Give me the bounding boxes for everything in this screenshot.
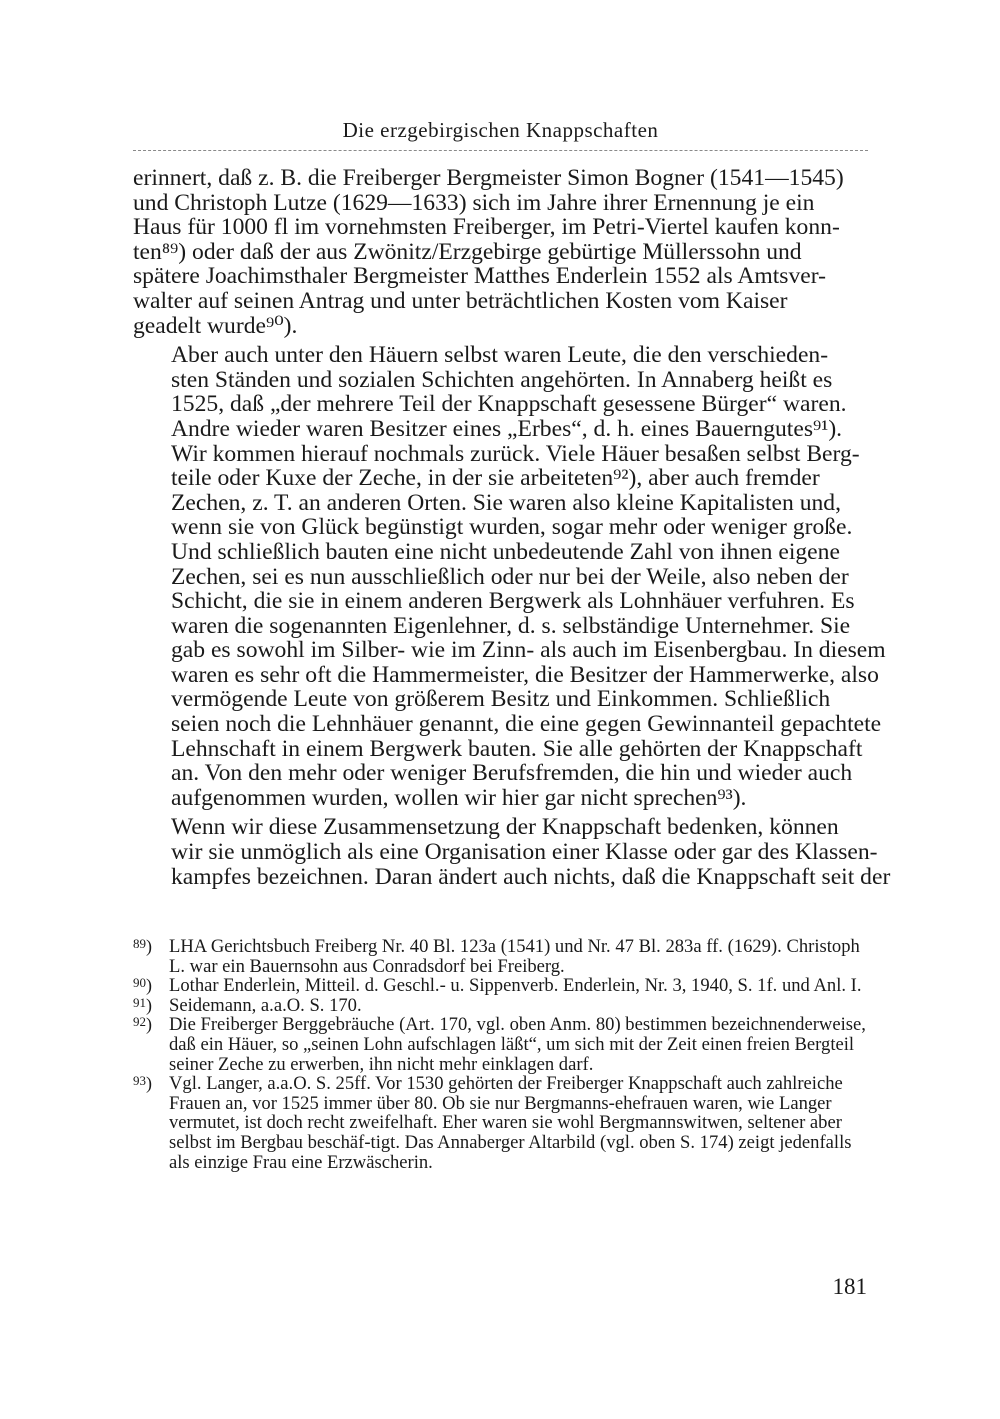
- text-line: Andre wieder waren Besitzer eines „Erbes“, d. h. eines Bauerngutes⁹¹).: [171, 415, 843, 442]
- text-line: wenn sie von Glück begünstigt wurden, sogar mehr oder weniger große.: [171, 514, 853, 541]
- footnote-text: Die Freiberger Berggebräuche (Art. 170, vgl. oben Anm. 80) bestimmen bezeichnenderweise, daß ein Häuer, so „seinen Lohn aufschlagen läßt“, um sich mit der Zeit einen freien Bergteil seiner Zeche zu erwerben, ihn nicht mehr einklagen darf.: [169, 1014, 866, 1075]
- text-line: gab es sowohl im Silber- wie im Zinn- als auch im Eisenbergbau. In diesem: [171, 637, 886, 664]
- footnote-text: LHA Gerichtsbuch Freiberg Nr. 40 Bl. 123a (1541) und Nr. 47 Bl. 283a ff. (1629). Christoph L. war ein Bauernsohn aus Conradsdorf bei Freiberg.: [169, 936, 860, 977]
- footnote-89: [133, 937, 868, 976]
- footnote-91: [133, 996, 868, 1016]
- text-line: und Christoph Lutze (1629—1633) sich im Jahre ihrer Ernennung je ein: [133, 189, 815, 216]
- text-line: Zechen, z. T. an anderen Orten. Sie waren also kleine Kapitalisten und,: [171, 489, 841, 516]
- paragraph-1: [133, 166, 868, 338]
- main-text: [133, 165, 891, 890]
- footnote-marker: 93 ): [133, 1070, 152, 1091]
- footnote-marker: 90 ): [133, 972, 152, 993]
- text-line: Haus für 1000 fl im vornehmsten Freiberger, im Petri-Viertel kaufen konn-: [133, 214, 840, 241]
- text-line: kampfes bezeichnen. Daran ändert auch nichts, daß die Knappschaft seit der: [171, 863, 891, 890]
- text-line: Lehnschaft in einem Bergwerk bauten. Sie alle gehörten der Knappschaft: [171, 735, 863, 762]
- text-line: waren die sogenannten Eigenlehner, d. s. selbständige Unternehmer. Sie: [171, 612, 851, 639]
- text-line: Schicht, die sie in einem anderen Bergwerk als Lohnhäuer verfuhren. Es: [171, 588, 855, 615]
- text-line: Aber auch unter den Häuern selbst waren Leute, die den verschieden-: [171, 342, 829, 369]
- running-header: Die erzgebirgischen Knappschaften: [342, 118, 659, 142]
- text-line: wir sie unmöglich als eine Organisation einer Klasse oder gar des Klassen-: [171, 839, 878, 866]
- text-line: Zechen, sei es nun ausschließlich oder nur bei der Weile, also neben der: [171, 563, 849, 590]
- text-line: walter auf seinen Antrag und unter beträchtlichen Kosten vom Kaiser: [133, 287, 788, 314]
- footnotes: [133, 937, 868, 1172]
- footnote-text: Vgl. Langer, a.a.O. S. 25ff. Vor 1530 gehörten der Freiberger Knappschaft auch zahlreiche Frauen an, vor 1525 immer über 80. Ob sie nur Bergmanns-ehefrauen waren, wie Langer vermutet, ist doch recht zweifelhaft. Eher waren sie wohl Bergmannswitwen, seltener aber selbst im Bergbau beschäf-tigt. Das Annaberger Altarbild (vgl. oben S. 174) zeigt jedenfalls als einzige Frau eine Erzwäscherin.: [169, 1073, 852, 1173]
- text-line: Und schließlich bauten eine nicht unbedeutende Zahl von ihnen eigene: [171, 538, 840, 565]
- text-line: spätere Joachimsthaler Bergmeister Matthes Enderlein 1552 als Amtsver-: [133, 263, 826, 290]
- footnote-text: Lothar Enderlein, Mitteil. d. Geschl.- u. Sippenverb. Enderlein, Nr. 3, 1940, S. 1f. und Anl. I.: [169, 975, 862, 997]
- text-line: sten Ständen und sozialen Schichten angehörten. In Annaberg heißt es: [171, 366, 833, 393]
- text-line: seien noch die Lehnhäuer genannt, die eine gegen Gewinnanteil gepachtete: [171, 711, 882, 738]
- text-line: vermögende Leute von größerem Besitz und Einkommen. Schließlich: [171, 686, 831, 713]
- footnote-92: [133, 1015, 868, 1074]
- text-line: 1525, daß „der mehrere Teil der Knappschaft gesessene Bürger“ waren.: [171, 391, 847, 418]
- text-line: an. Von den mehr oder weniger Berufsfremden, die hin und wieder auch: [171, 760, 853, 787]
- text-line: waren es sehr oft die Hammermeister, die Besitzer der Hammerwerke, also: [171, 661, 879, 688]
- text-line: ten⁸⁹) oder daß der aus Zwönitz/Erzgebirge gebürtige Müllerssohn und: [133, 238, 802, 265]
- page-number: 181: [832, 1274, 867, 1299]
- text-line: teile oder Kuxe der Zeche, in der sie arbeiteten⁹²), aber auch fremder: [171, 465, 820, 492]
- text-line: Wenn wir diese Zusammensetzung der Knappschaft bedenken, können: [171, 814, 839, 841]
- paragraph-3: [133, 814, 891, 890]
- text-line: geadelt wurde⁹⁰).: [133, 312, 298, 339]
- footnote-marker: 91 ): [133, 992, 152, 1013]
- footnote-marker: 92 ): [133, 1011, 152, 1032]
- text-line: aufgenommen wurden, wollen wir hier gar nicht sprechen⁹³).: [171, 784, 747, 811]
- text-line: Wir kommen hierauf nochmals zurück. Viele Häuer besaßen selbst Berg-: [171, 440, 860, 467]
- paragraph-2: [133, 342, 886, 811]
- footnote-marker: 89 ): [133, 933, 152, 954]
- footnote-90: [133, 976, 868, 996]
- header-rule: [133, 150, 868, 151]
- footnote-93: [133, 1074, 868, 1172]
- text-line: erinnert, daß z. B. die Freiberger Bergmeister Simon Bogner (1541—1545): [133, 165, 844, 191]
- footnote-text: Seidemann, a.a.O. S. 170.: [169, 994, 362, 1016]
